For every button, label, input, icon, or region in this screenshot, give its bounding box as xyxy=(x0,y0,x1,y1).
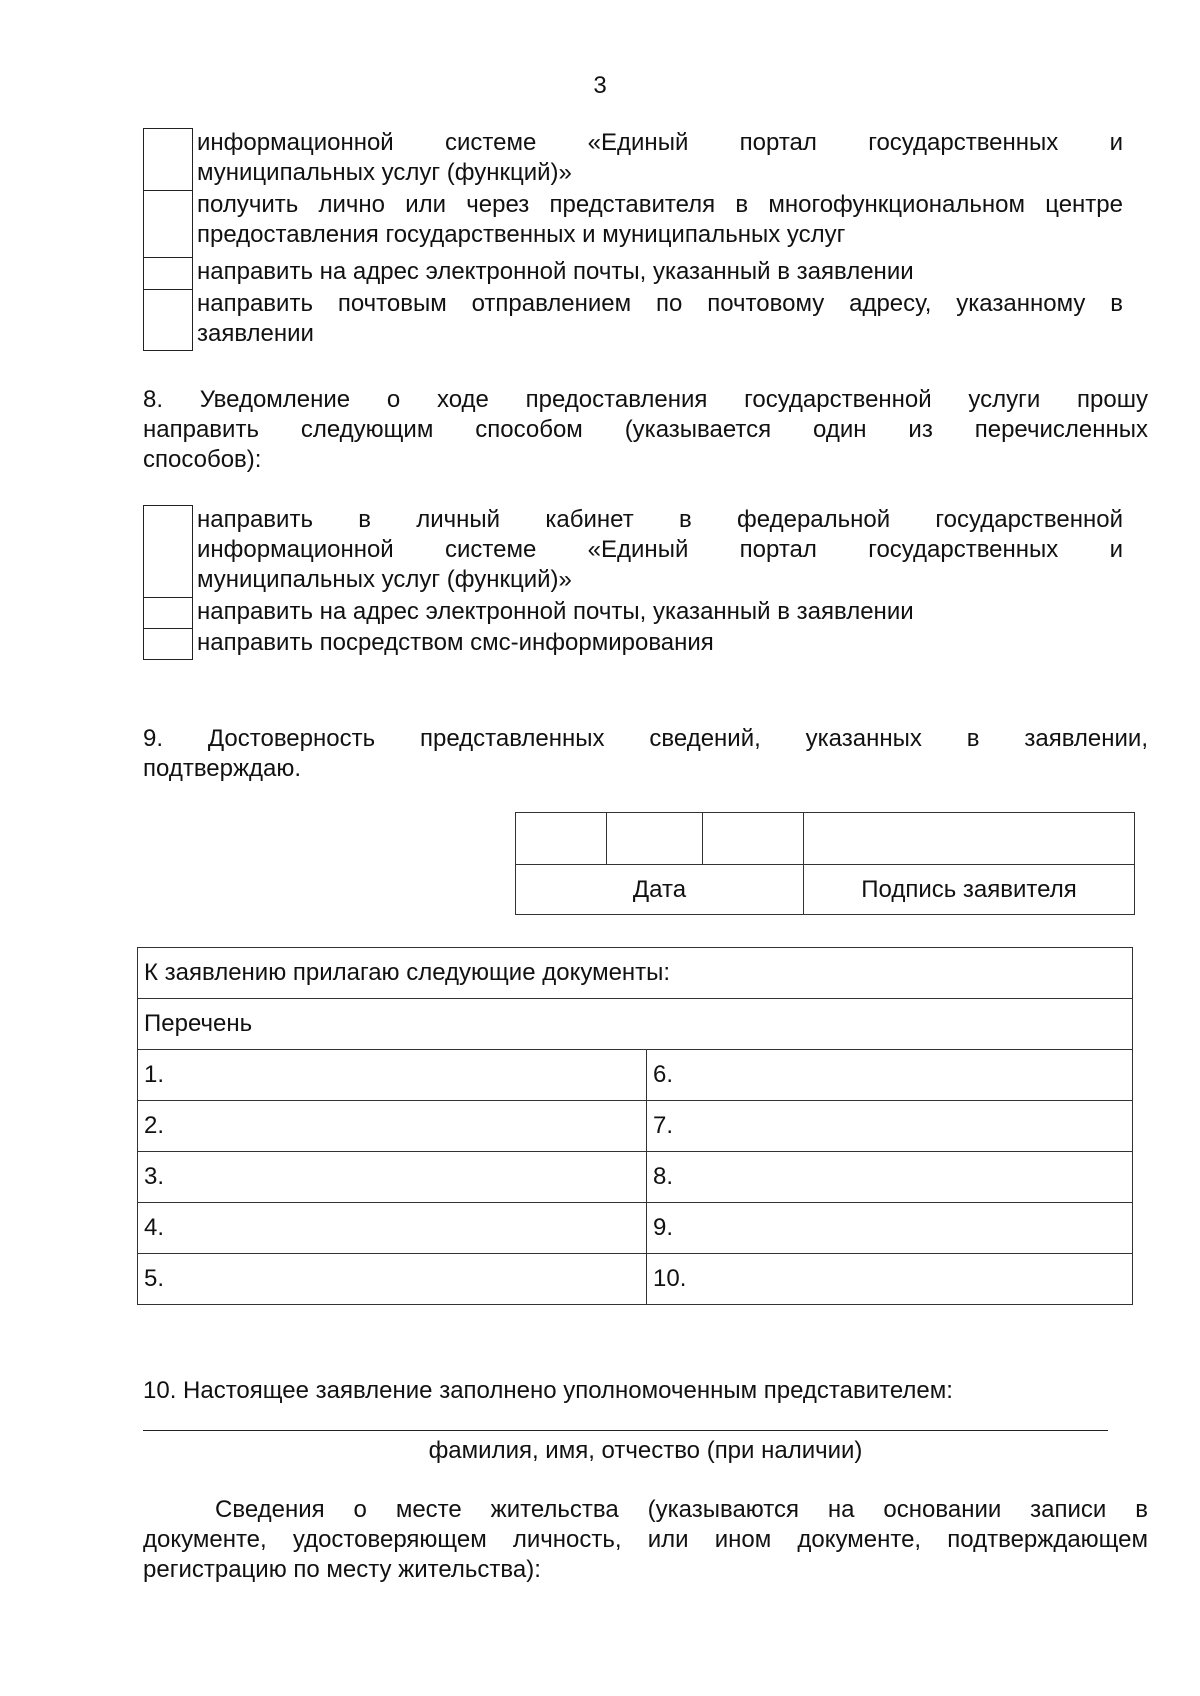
option-line: направить в личный кабинет в федеральной государственной xyxy=(197,506,1123,533)
checkbox[interactable] xyxy=(143,289,193,351)
option-line: направить на адрес электронной почты, указанный в заявлении xyxy=(197,258,914,285)
document-cell[interactable]: 3. xyxy=(138,1152,647,1203)
date-day-cell[interactable] xyxy=(516,813,607,865)
option-line: получить лично или через представителя в многофункциональном центре xyxy=(197,191,1123,218)
checkbox[interactable] xyxy=(143,505,193,597)
documents-table xyxy=(137,947,1133,1305)
checkbox[interactable] xyxy=(143,628,193,660)
document-cell[interactable]: 2. xyxy=(138,1101,647,1152)
option-line: направить почтовым отправлением по почтовому адресу, указанному в xyxy=(197,290,1123,317)
representative-name-caption: фамилия, имя, отчество (при наличии) xyxy=(428,1437,863,1464)
document-cell[interactable]: 7. xyxy=(647,1101,1133,1152)
option-line: заявлении xyxy=(197,320,314,347)
option-line: направить на адрес электронной почты, указанный в заявлении xyxy=(197,598,914,625)
document-cell[interactable]: 1. xyxy=(138,1050,647,1101)
option-post xyxy=(143,289,1123,351)
table-row xyxy=(138,1050,1133,1101)
signature-table xyxy=(515,812,1135,915)
option-line: муниципальных услуг (функций)» xyxy=(197,159,572,186)
option-sms xyxy=(143,628,1123,660)
table-row xyxy=(138,1152,1133,1203)
date-month-cell[interactable] xyxy=(607,813,703,865)
date-year-cell[interactable] xyxy=(703,813,804,865)
table-row xyxy=(138,1203,1133,1254)
document-cell[interactable]: 8. xyxy=(647,1152,1133,1203)
section-10-text: 10. Настоящее заявление заполнено уполномоченным представителем: xyxy=(143,1377,953,1404)
document-cell[interactable]: 4. xyxy=(138,1203,647,1254)
option-email xyxy=(143,257,1123,289)
option-line: направить посредством смс-информирования xyxy=(197,629,714,656)
signature-cell[interactable] xyxy=(804,813,1135,865)
document-cell[interactable]: 10. xyxy=(647,1254,1133,1305)
option-line: предоставления государственных и муниципальных услуг xyxy=(197,221,846,248)
option-cabinet xyxy=(143,505,1123,597)
option-line: информационной системе «Единый портал государственных и xyxy=(197,129,1123,156)
document-cell[interactable]: 5. xyxy=(138,1254,647,1305)
table-row xyxy=(138,1254,1133,1305)
documents-header: К заявлению прилагаю следующие документы: xyxy=(138,948,1133,999)
signature-label: Подпись заявителя xyxy=(804,865,1135,915)
documents-subheader: Перечень xyxy=(138,999,1133,1050)
section-8-text: 8. Уведомление о ходе предоставления государственной услуги прошу направить следующим способом (указывается один из перечисленных способов): xyxy=(143,386,1148,473)
checkbox[interactable] xyxy=(143,128,193,190)
checkbox[interactable] xyxy=(143,190,193,257)
option-mfc xyxy=(143,190,1123,257)
option-portal xyxy=(143,128,1123,190)
date-label: Дата xyxy=(516,865,804,915)
section-9-text: 9. Достоверность представленных сведений, указанных в заявлении, подтверждаю. xyxy=(143,725,1148,782)
option-line: муниципальных услуг (функций)» xyxy=(197,566,572,593)
residence-text: Сведения о месте жительства (указываются на основании записи в документе, удостоверяющем личность, или ином документе, подтверждающем регистрацию по месту жительства): xyxy=(143,1496,1148,1583)
table-row xyxy=(138,1101,1133,1152)
document-cell[interactable]: 9. xyxy=(647,1203,1133,1254)
checkbox[interactable] xyxy=(143,257,193,289)
representative-name-line[interactable] xyxy=(143,1430,1108,1431)
checkbox[interactable] xyxy=(143,597,193,628)
page-number: 3 xyxy=(593,72,607,99)
document-cell[interactable]: 6. xyxy=(647,1050,1133,1101)
option-line: информационной системе «Единый портал государственных и xyxy=(197,536,1123,563)
option-email-notify xyxy=(143,597,1123,628)
